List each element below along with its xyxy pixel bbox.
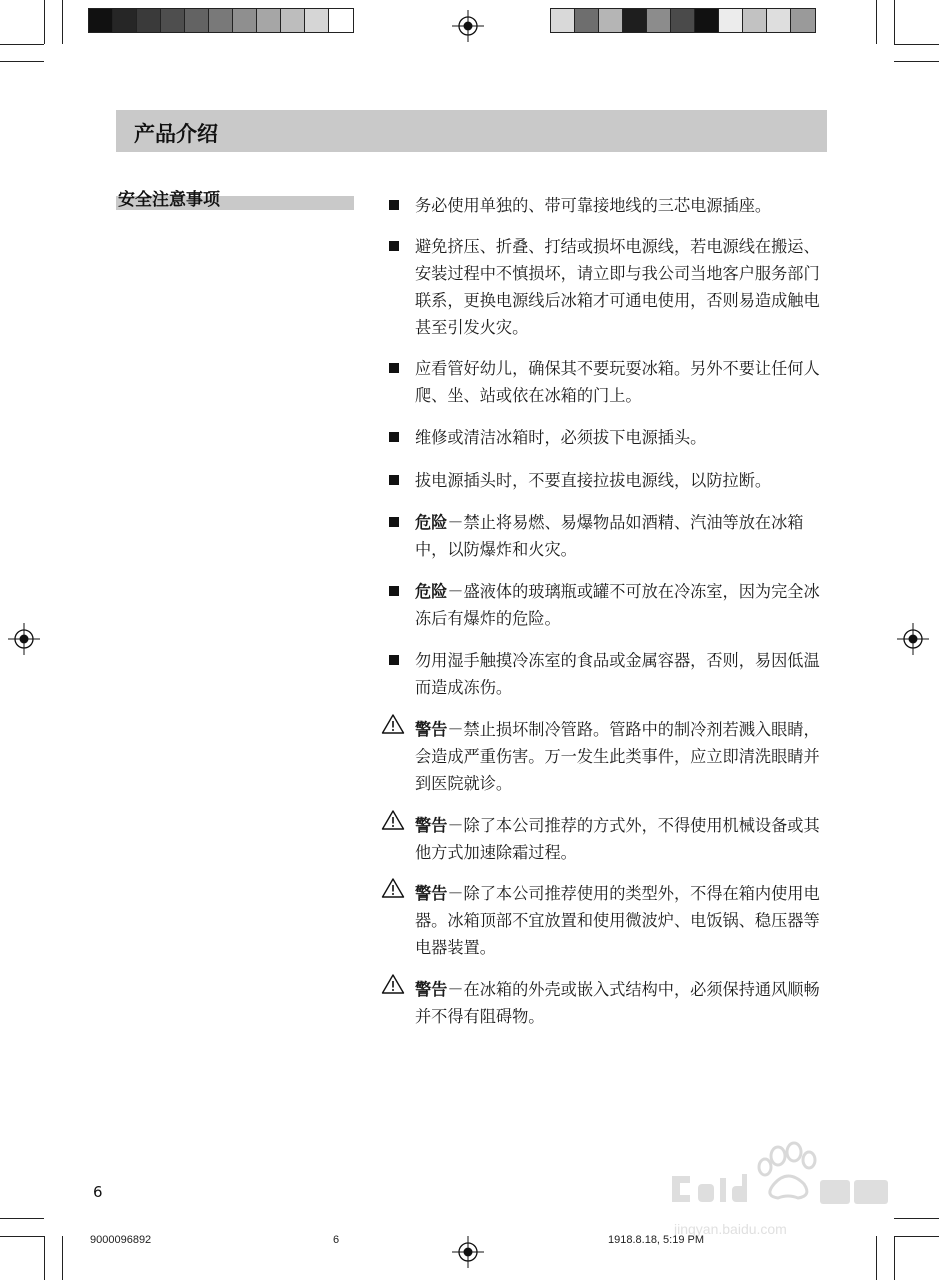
crop-mark	[894, 0, 895, 44]
color-swatch	[257, 9, 281, 32]
item-text: 拔电源插头时，不要直接拉拔电源线，以防拉断。	[415, 471, 772, 490]
color-swatch	[185, 9, 209, 32]
item-keyword: 警告	[415, 980, 448, 999]
crop-mark	[894, 1236, 939, 1237]
list-item	[384, 424, 834, 451]
crop-mark	[62, 0, 63, 44]
crop-mark	[0, 1236, 44, 1237]
crop-mark	[876, 1236, 877, 1280]
crop-mark	[894, 1218, 939, 1219]
section-title: 安全注意事项	[118, 190, 220, 210]
item-text: 勿用湿手触摸冷冻室的食品或金属容器，否则，易因低温而造成冻伤。	[415, 651, 820, 697]
registration-mark-icon	[8, 623, 40, 655]
item-text: －除了本公司推荐的方式外，不得使用机械设备或其他方式加速除霜过程。	[415, 816, 820, 862]
color-swatch	[233, 9, 257, 32]
page-title: 产品介绍	[134, 122, 218, 146]
item-keyword: 警告	[415, 720, 448, 739]
watermark-logo-icon	[666, 1140, 896, 1240]
crop-mark	[894, 1236, 895, 1280]
color-swatch	[137, 9, 161, 32]
color-swatch	[551, 9, 575, 32]
color-swatch	[113, 9, 137, 32]
list-item	[384, 880, 834, 961]
item-keyword: 危险	[415, 513, 448, 532]
color-swatch	[791, 9, 815, 32]
item-keyword: 警告	[415, 816, 448, 835]
list-item	[384, 192, 834, 219]
list-item	[384, 976, 834, 1030]
item-text: －在冰箱的外壳或嵌入式结构中，必须保持通风顺畅并不得有阻碍物。	[415, 980, 820, 1026]
color-swatch	[329, 9, 353, 32]
item-text: 应看管好幼儿，确保其不要玩耍冰箱。另外不要让任何人爬、坐、站或依在冰箱的门上。	[415, 359, 820, 405]
crop-mark	[876, 0, 877, 44]
item-text: －盛液体的玻璃瓶或罐不可放在冷冻室，因为完全冰冻后有爆炸的危险。	[415, 582, 820, 628]
color-swatch	[599, 9, 623, 32]
registration-mark-icon	[452, 10, 484, 42]
color-swatch	[695, 9, 719, 32]
header-band	[116, 110, 827, 152]
list-item	[384, 812, 834, 866]
color-calibration-bar-right	[550, 8, 816, 33]
item-text: －禁止将易燃、易爆物品如酒精、汽油等放在冰箱中，以防爆炸和火灾。	[415, 513, 804, 559]
list-item	[384, 647, 834, 701]
list-item	[384, 509, 834, 563]
color-swatch	[209, 9, 233, 32]
color-swatch	[719, 9, 743, 32]
crop-mark	[44, 1236, 45, 1280]
color-swatch	[305, 9, 329, 32]
item-text: 维修或清洁冰箱时，必须拔下电源插头。	[415, 428, 707, 447]
color-swatch	[671, 9, 695, 32]
crop-mark	[0, 44, 44, 45]
item-text: －除了本公司推荐使用的类型外，不得在箱内使用电器。冰箱顶部不宜放置和使用微波炉、电饭锅、稳压器等电器装置。	[415, 884, 820, 957]
crop-mark	[0, 61, 44, 62]
svg-text:jingyan.baidu.com: jingyan.baidu.com	[674, 1221, 787, 1237]
footer-doc-code: 9000096892	[90, 1234, 152, 1246]
item-text: －禁止损坏制冷管路。管路中的制冷剂若溅入眼睛，会造成严重伤害。万一发生此类事件，应立即清洗眼睛并到医院就诊。	[415, 720, 820, 793]
registration-mark-icon	[897, 623, 929, 655]
crop-mark	[894, 44, 939, 45]
crop-mark	[44, 0, 45, 44]
list-item	[384, 716, 834, 797]
item-keyword: 危险	[415, 582, 448, 601]
footer-timestamp: 1918.8.18, 5:19 PM	[608, 1234, 705, 1246]
crop-mark	[62, 1236, 63, 1280]
item-text: 务必使用单独的、带可靠接地线的三芯电源插座。	[415, 196, 772, 215]
color-swatch	[161, 9, 185, 32]
list-item	[384, 578, 834, 632]
color-swatch	[575, 9, 599, 32]
color-swatch	[281, 9, 305, 32]
item-text: 避免挤压、折叠、打结或损坏电源线，若电源线在搬运、安装过程中不慎损坏，请立即与我公司当地客户服务部门联系，更换电源线后冰箱才可通电使用，否则易造成触电甚至引发火灾。	[415, 237, 820, 337]
color-swatch	[767, 9, 791, 32]
footer-page: 6	[333, 1234, 340, 1246]
color-calibration-bar-left	[88, 8, 354, 33]
registration-mark-icon	[452, 1236, 484, 1268]
list-item	[384, 467, 834, 494]
color-swatch	[647, 9, 671, 32]
color-swatch	[743, 9, 767, 32]
list-item	[384, 355, 834, 409]
list-item	[384, 233, 834, 341]
page-number: 6	[93, 1183, 103, 1201]
crop-mark	[0, 1218, 44, 1219]
color-swatch	[89, 9, 113, 32]
crop-mark	[894, 61, 939, 62]
item-keyword: 警告	[415, 884, 448, 903]
color-swatch	[623, 9, 647, 32]
